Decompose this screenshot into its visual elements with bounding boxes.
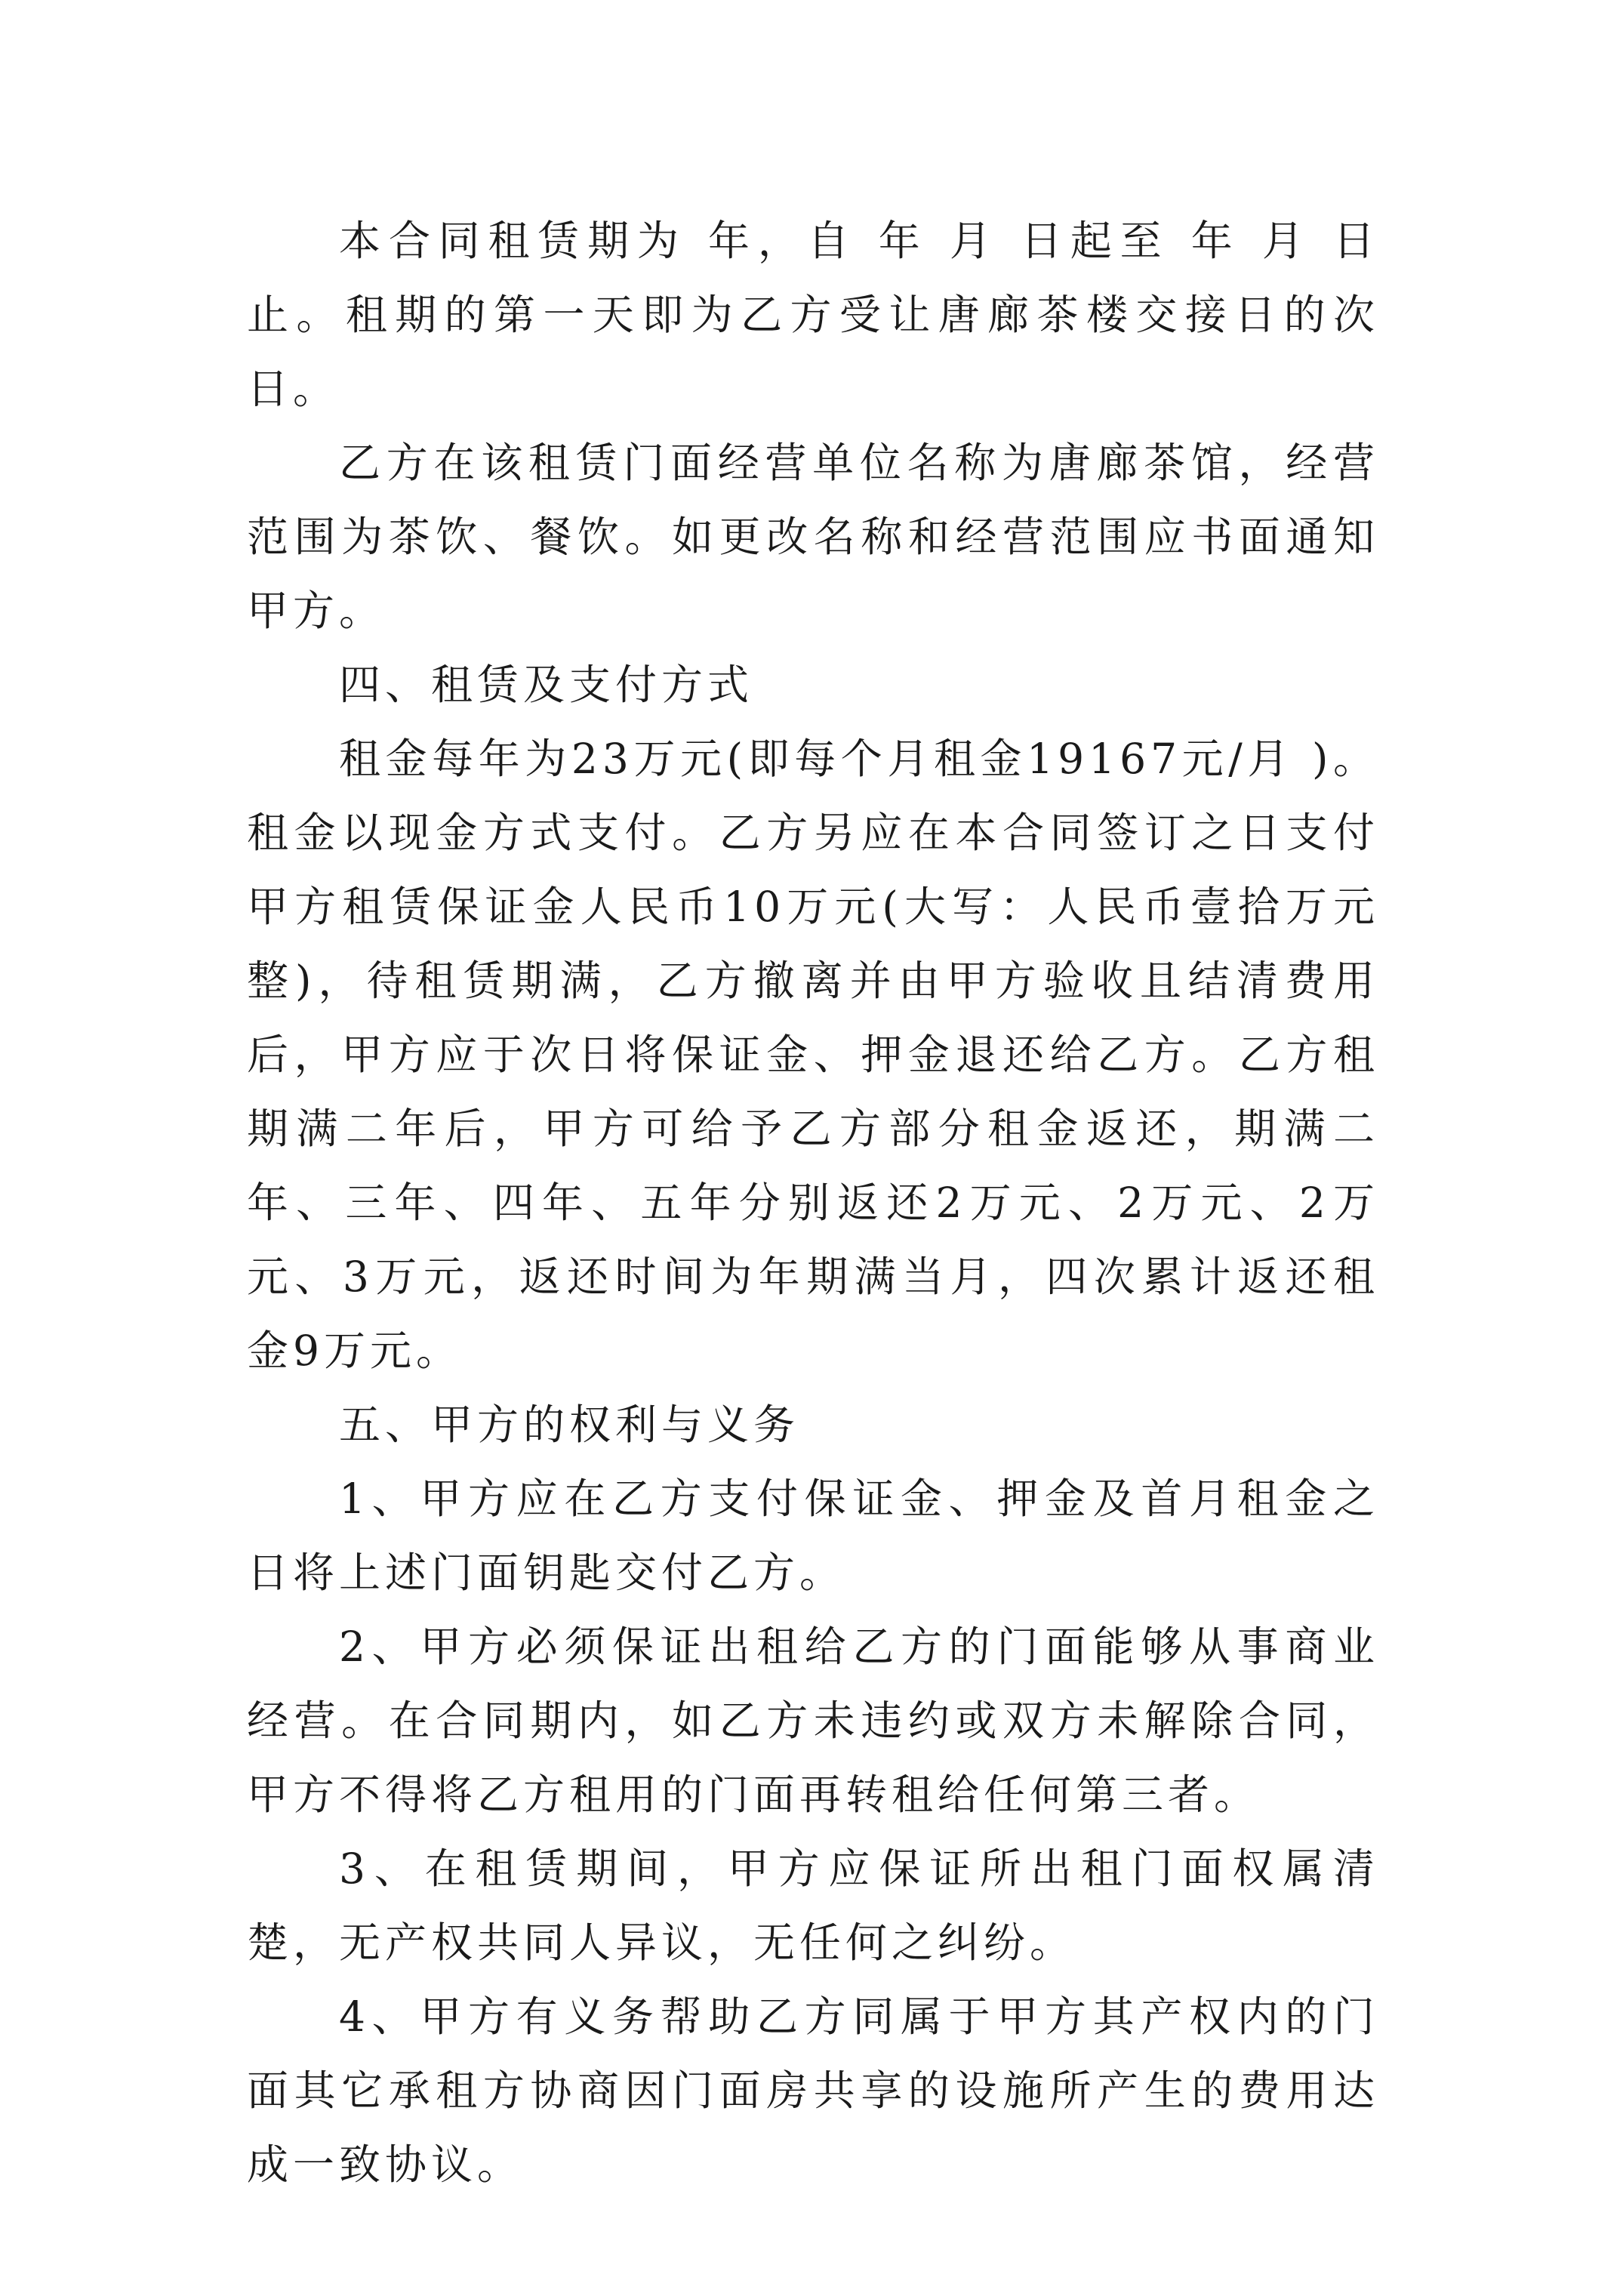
clause-3: 3、在租赁期间，甲方应保证所出租门面权属清楚，无产权共同人异议，无任何之纠纷。 xyxy=(247,1845,1379,1967)
section-heading-rent-payment: 四、租赁及支付方式 xyxy=(339,661,754,709)
clause-4: 4、甲方有义务帮助乙方同属于甲方其产权内的门面其它承租方协商因门面房共享的设施所产生的费用达成一致协议。 xyxy=(247,1992,1379,2189)
paragraph-lease-term: 本合同租赁期为 年，自 年 月 日起至 年 月 日止。租期的第一天即为乙方受让唐廊茶楼交接日的次日。 xyxy=(247,217,1379,413)
paragraph-rent-details: 租金每年为23万元(即每个月租金19167元/月 )。租金以现金方式支付。乙方另应在本合同签订之日支付甲方租赁保证金人民币10万元(大写：人民币壹拾万元整)，待租赁期满，乙方撤离并由甲方验收且结清费用后，甲方应于次日将保证金、押金退还给乙方。乙方租期满二年后，甲方可给予乙方部分租金返还，期满二年、三年、四年、五年分别返还2万元、2万元、2万元、3万元，返还时间为年期满当月，四次累计返还租金9万元。 xyxy=(247,735,1379,1375)
clause-1: 1、甲方应在乙方支付保证金、押金及首月租金之日将上述门面钥匙交付乙方。 xyxy=(247,1475,1379,1597)
document-body xyxy=(247,204,1379,2202)
clause-2: 2、甲方必须保证出租给乙方的门面能够从事商业经营。在合同期内，如乙方未违约或双方未解除合同，甲方不得将乙方租用的门面再转租给任何第三者。 xyxy=(247,1623,1379,1819)
section-heading-party-a-rights: 五、甲方的权利与义务 xyxy=(339,1401,800,1449)
paragraph-business-scope: 乙方在该租赁门面经营单位名称为唐廊茶馆，经营范围为茶饮、餐饮。如更改名称和经营范围应书面通知甲方。 xyxy=(247,439,1379,635)
